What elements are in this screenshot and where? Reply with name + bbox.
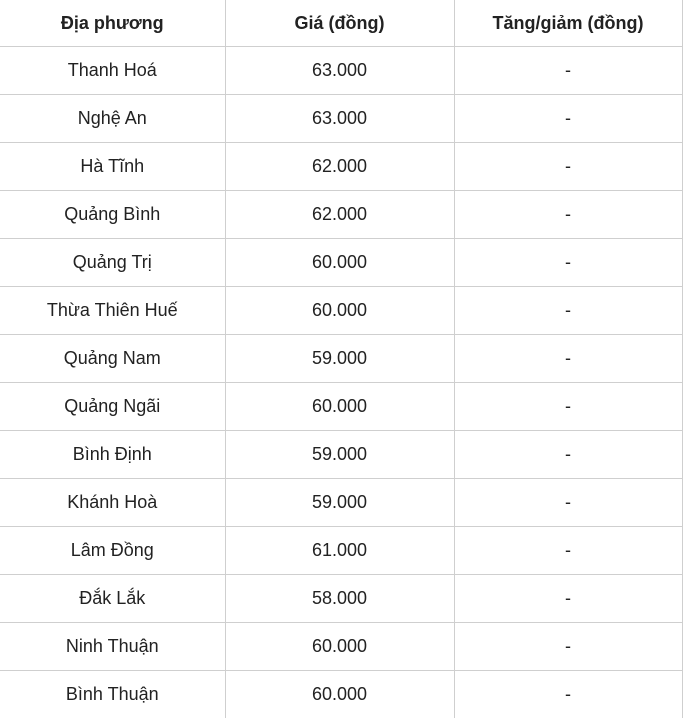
location-cell: Quảng Bình xyxy=(0,191,225,239)
change-cell: - xyxy=(454,335,682,383)
change-cell: - xyxy=(454,287,682,335)
location-cell: Ninh Thuận xyxy=(0,623,225,671)
change-cell: - xyxy=(454,47,682,95)
table-body xyxy=(0,47,682,718)
table-row xyxy=(0,671,682,718)
price-cell: 59.000 xyxy=(225,335,454,383)
price-cell: 63.000 xyxy=(225,95,454,143)
column-header-price: Giá (đồng) xyxy=(225,0,454,47)
table-row xyxy=(0,47,682,95)
price-cell: 59.000 xyxy=(225,431,454,479)
location-cell: Quảng Ngãi xyxy=(0,383,225,431)
table-row xyxy=(0,575,682,623)
change-cell: - xyxy=(454,575,682,623)
change-cell: - xyxy=(454,383,682,431)
table-row xyxy=(0,335,682,383)
location-cell: Quảng Nam xyxy=(0,335,225,383)
price-cell: 62.000 xyxy=(225,191,454,239)
change-cell: - xyxy=(454,431,682,479)
table-header xyxy=(0,0,682,47)
price-cell: 60.000 xyxy=(225,623,454,671)
table-row xyxy=(0,143,682,191)
column-header-change: Tăng/giảm (đồng) xyxy=(454,0,682,47)
price-cell: 60.000 xyxy=(225,287,454,335)
location-cell: Bình Thuận xyxy=(0,671,225,718)
location-cell: Hà Tĩnh xyxy=(0,143,225,191)
price-cell: 58.000 xyxy=(225,575,454,623)
header-row xyxy=(0,0,682,47)
location-cell: Thanh Hoá xyxy=(0,47,225,95)
location-cell: Nghệ An xyxy=(0,95,225,143)
price-cell: 63.000 xyxy=(225,47,454,95)
table-row xyxy=(0,239,682,287)
table-row xyxy=(0,287,682,335)
table-row xyxy=(0,479,682,527)
table-row xyxy=(0,383,682,431)
price-cell: 62.000 xyxy=(225,143,454,191)
table-row xyxy=(0,431,682,479)
price-cell: 60.000 xyxy=(225,383,454,431)
change-cell: - xyxy=(454,143,682,191)
change-cell: - xyxy=(454,623,682,671)
location-cell: Thừa Thiên Huế xyxy=(0,287,225,335)
change-cell: - xyxy=(454,671,682,718)
location-cell: Đắk Lắk xyxy=(0,575,225,623)
table-row xyxy=(0,527,682,575)
table-row xyxy=(0,191,682,239)
change-cell: - xyxy=(454,527,682,575)
location-cell: Quảng Trị xyxy=(0,239,225,287)
change-cell: - xyxy=(454,239,682,287)
change-cell: - xyxy=(454,95,682,143)
price-cell: 59.000 xyxy=(225,479,454,527)
price-cell: 61.000 xyxy=(225,527,454,575)
change-cell: - xyxy=(454,479,682,527)
price-cell: 60.000 xyxy=(225,239,454,287)
change-cell: - xyxy=(454,191,682,239)
location-cell: Lâm Đồng xyxy=(0,527,225,575)
table-row xyxy=(0,623,682,671)
price-cell: 60.000 xyxy=(225,671,454,718)
table-row xyxy=(0,95,682,143)
location-cell: Khánh Hoà xyxy=(0,479,225,527)
location-cell: Bình Định xyxy=(0,431,225,479)
column-header-location: Địa phương xyxy=(0,0,225,47)
